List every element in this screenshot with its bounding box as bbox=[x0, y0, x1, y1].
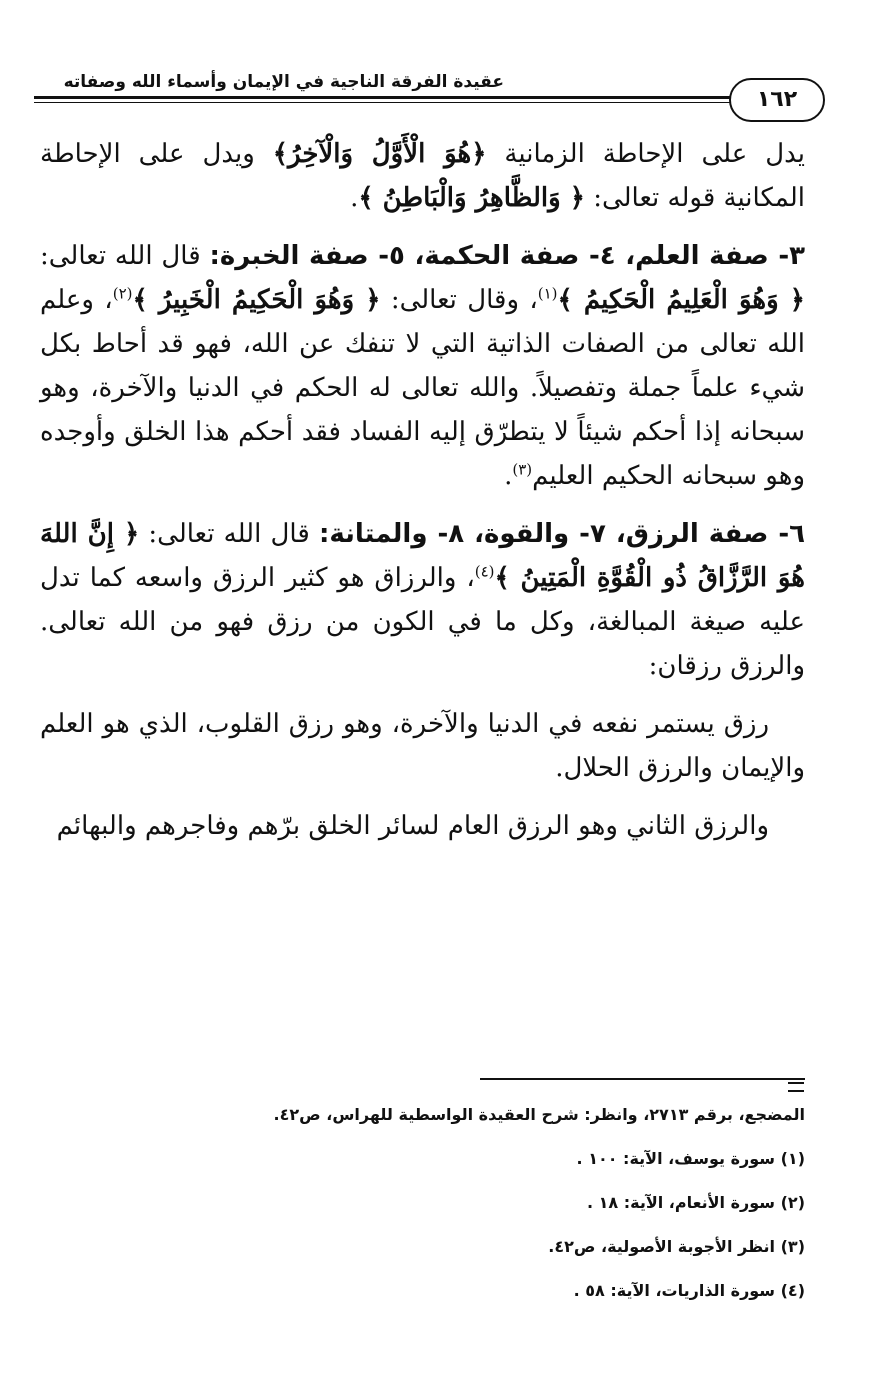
footnote-continuation: المضجع، برقم ٢٧١٣، وانظر: شرح العقيدة الواسطية للهراس، ص٤٢. bbox=[273, 1105, 805, 1124]
footnote-ref: (١) bbox=[537, 284, 558, 303]
paragraph-1 bbox=[40, 132, 805, 220]
quran-verse: ﴿ وَهُوَ الْحَكِيمُ الْخَبِيرُ ﴾ bbox=[132, 285, 381, 315]
quran-verse: ﴿ وَهُوَ الْعَلِيمُ الْحَكِيمُ ﴾ bbox=[557, 285, 805, 315]
footnote-ref: (٢) bbox=[112, 284, 133, 303]
section-heading: ٣- صفة العلم، ٤- صفة الحكمة، ٥- صفة الخبرة: bbox=[209, 241, 805, 271]
text-span: ، وقال تعالى: bbox=[380, 285, 538, 315]
text-span: يدل على الإحاطة الزمانية bbox=[486, 139, 805, 169]
footnote-2: (٢) سورة الأنعام، الآية: ١٨ . bbox=[586, 1193, 805, 1212]
text-span: ، وعلم الله تعالى من الصفات الذاتية التي لا تنفك عن الله، فهو قد أحاط بكل شيء علماً جملة وتفصيلاً. والله تعالى له الحكم في الدنيا والآخرة، وهو سبحانه إذا أحكم شيئاً لا يتطرّق إليه الفساد فقد أحكم هذا الخلق وأوجده وهو سبحانه الحكيم العليم bbox=[40, 285, 805, 491]
header-rule bbox=[34, 96, 734, 99]
continuation-mark bbox=[788, 1082, 804, 1092]
paragraph-2 bbox=[40, 234, 805, 498]
footnote-ref: (٣) bbox=[512, 460, 533, 479]
paragraph-3 bbox=[40, 512, 805, 688]
paragraph-5: والرزق الثاني وهو الرزق العام لسائر الخلق برّهم وفاجرهم والبهائم bbox=[56, 811, 769, 841]
footnote-separator bbox=[480, 1078, 805, 1080]
page-header bbox=[34, 66, 829, 128]
footnote-ref: (٤) bbox=[474, 562, 495, 581]
quran-verse: ﴿ وَالظَّاهِرُ وَالْبَاطِنُ ﴾ bbox=[358, 183, 585, 213]
footnote-4: (٤) سورة الذاريات، الآية: ٥٨ . bbox=[573, 1281, 805, 1300]
main-text bbox=[40, 132, 805, 862]
footnotes bbox=[200, 1098, 805, 1318]
footnote-3: (٣) انظر الأجوبة الأصولية، ص٤٢. bbox=[548, 1237, 805, 1256]
text-span: قال الله تعالى: bbox=[139, 519, 319, 549]
running-title: عقيدة الفرقة الناجية في الإيمان وأسماء الله وصفاته bbox=[63, 72, 504, 92]
footnote-1: (١) سورة يوسف، الآية: ١٠٠ . bbox=[576, 1149, 805, 1168]
quran-verse: ﴿ إِنَّ اللهَ هُوَ الرَّزَّاقُ ذُو الْقُوَّةِ الْمَتِينُ ﴾ bbox=[40, 519, 805, 593]
text-span: قال الله تعالى: bbox=[40, 241, 210, 271]
quran-verse: ﴿هُوَ الْأَوَّلُ وَالْآخِرُ﴾ bbox=[272, 139, 487, 169]
text-span: . bbox=[504, 461, 513, 491]
text-span: . bbox=[350, 183, 359, 213]
page-number-badge: ١٦٢ bbox=[729, 78, 825, 122]
text-span: ، والرزاق هو كثير الرزق واسعه كما تدل عليه صيغة المبالغة، وكل ما في الكون من رزق فهو من الله تعالى. والرزق رزقان: bbox=[40, 563, 805, 681]
section-heading: ٦- صفة الرزق، ٧- والقوة، ٨- والمتانة: bbox=[318, 519, 805, 549]
paragraph-4: رزق يستمر نفعه في الدنيا والآخرة، وهو رزق القلوب، الذي هو العلم والإيمان والرزق الحلال. bbox=[40, 709, 805, 783]
text-span: ويدل على الإحاطة المكانية قوله تعالى: bbox=[40, 139, 805, 213]
header-rule-thin bbox=[34, 102, 734, 103]
